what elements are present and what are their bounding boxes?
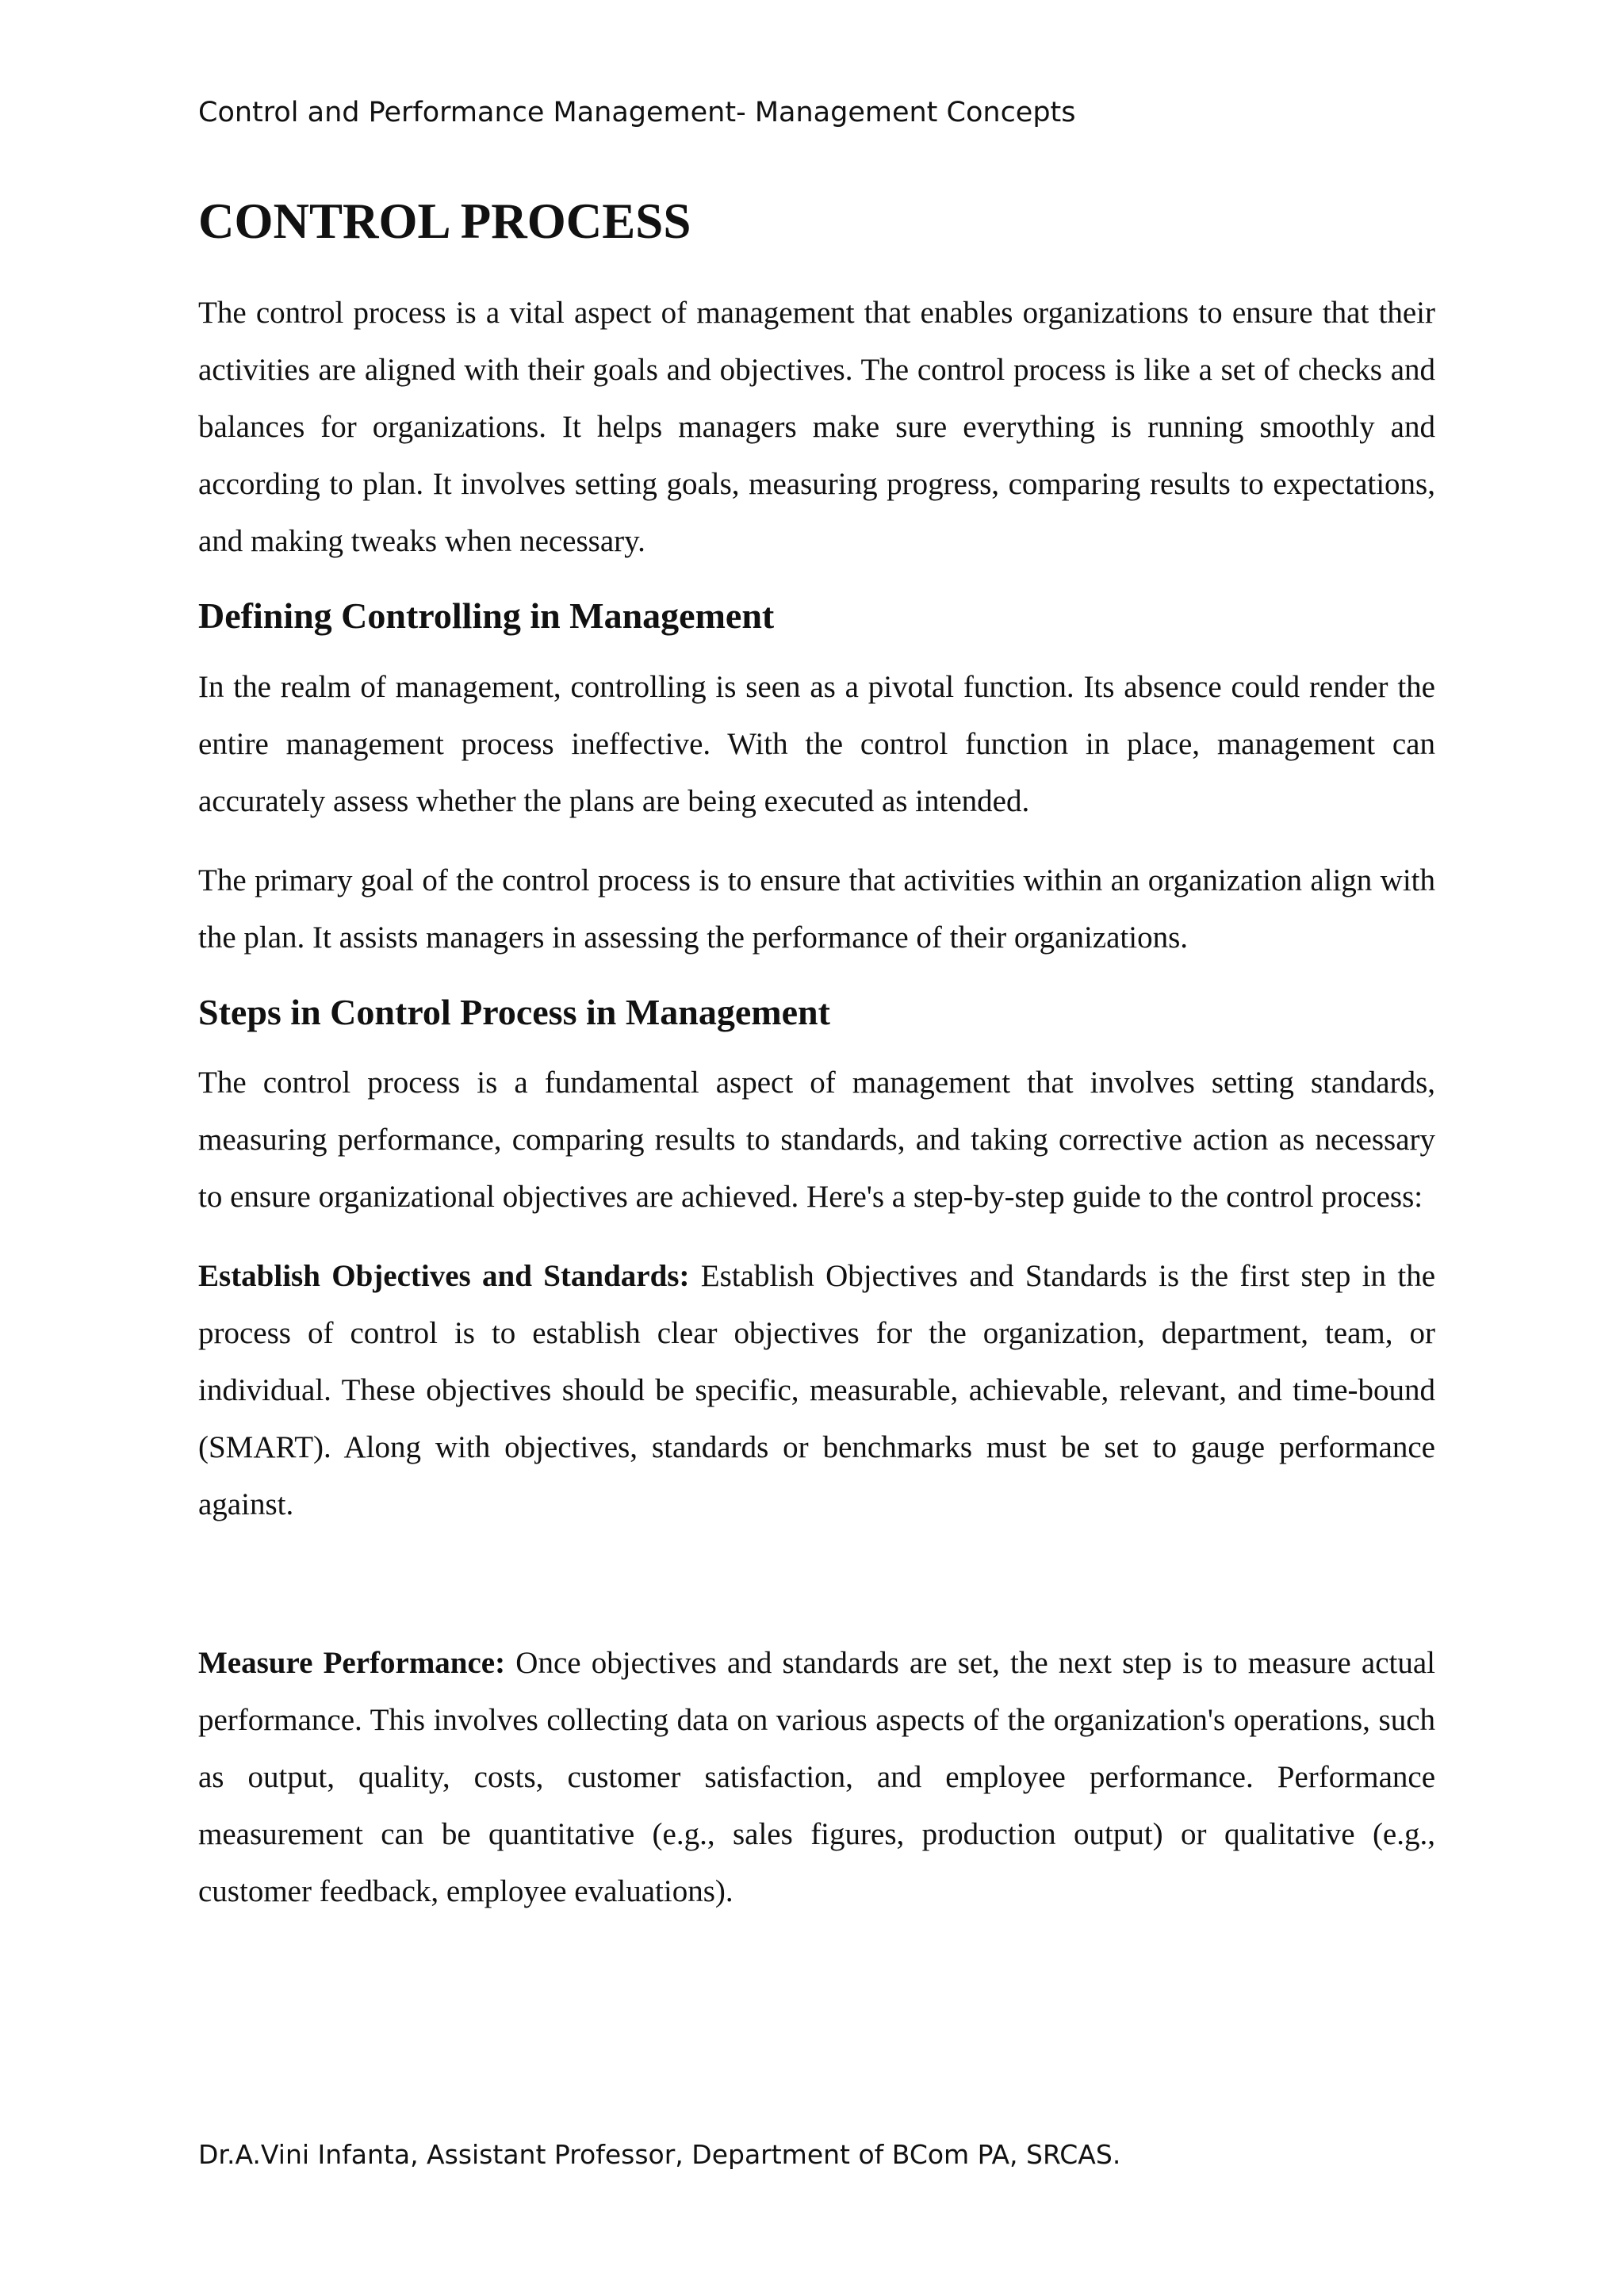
step-label: Establish Objectives and Standards: [198, 1259, 690, 1294]
running-header: Control and Performance Management- Management Concepts [198, 97, 1076, 128]
paragraph: In the realm of management, controlling is seen as a pivotal function. Its absence could render the entire management process ineffective. With the control function in place, management can accurately assess whether the plans are being executed as intended. [198, 669, 1435, 818]
section-heading-steps: Steps in Control Process in Management [198, 991, 830, 1032]
paragraph: The primary goal of the control process is to ensure that activities within an organization align with the plan. It assists managers in assessing the performance of their organizations. [198, 863, 1435, 955]
step-paragraph-establish-objectives [198, 1248, 1435, 1533]
step-text: Once objectives and standards are set, the next step is to measure actual performance. This involves collecting data on various aspects of the organization's operations, such as output, quality, costs, customer satisfaction, and employee performance. Performance measurement can be quantitative (e.g., sales figures, production output) or qualitative (e.g., customer feedback, employee evaluations). [198, 1646, 1435, 1909]
step-text: Establish Objectives and Standards is the first step in the process of control is to establish clear objectives for the organization, department, team, or individual. These objectives should be specific, measurable, achievable, relevant, and time-bound (SMART). Along with objectives, standards or benchmarks must be set to gauge performance against. [198, 1259, 1435, 1522]
document-body [198, 190, 1435, 1942]
intro-paragraph: The control process is a vital aspect of management that enables organizations to ensure that their activities are aligned with their goals and objectives. The control process is like a set of checks and balances for organizations. It helps managers make sure everything is running smoothly and according to plan. It involves setting goals, measuring progress, comparing results to expectations, and making tweaks when necessary. [198, 295, 1435, 558]
section-heading-defining-controlling: Defining Controlling in Management [198, 595, 775, 636]
step-label: Measure Performance: [198, 1646, 506, 1681]
paragraph: The control process is a fundamental aspect of management that involves setting standards, measuring performance, comparing results to standards, and taking corrective action as necessary to ensure organizational objectives are achieved. Here's a step-by-step guide to the control process: [198, 1066, 1435, 1215]
page-title: CONTROL PROCESS [198, 193, 691, 249]
page-footer: Dr.A.Vini Infanta, Assistant Professor, Department of BCom PA, SRCAS. [198, 2139, 1121, 2170]
step-paragraph-measure-performance [198, 1635, 1435, 1920]
blank-spacer [198, 1556, 1435, 1635]
